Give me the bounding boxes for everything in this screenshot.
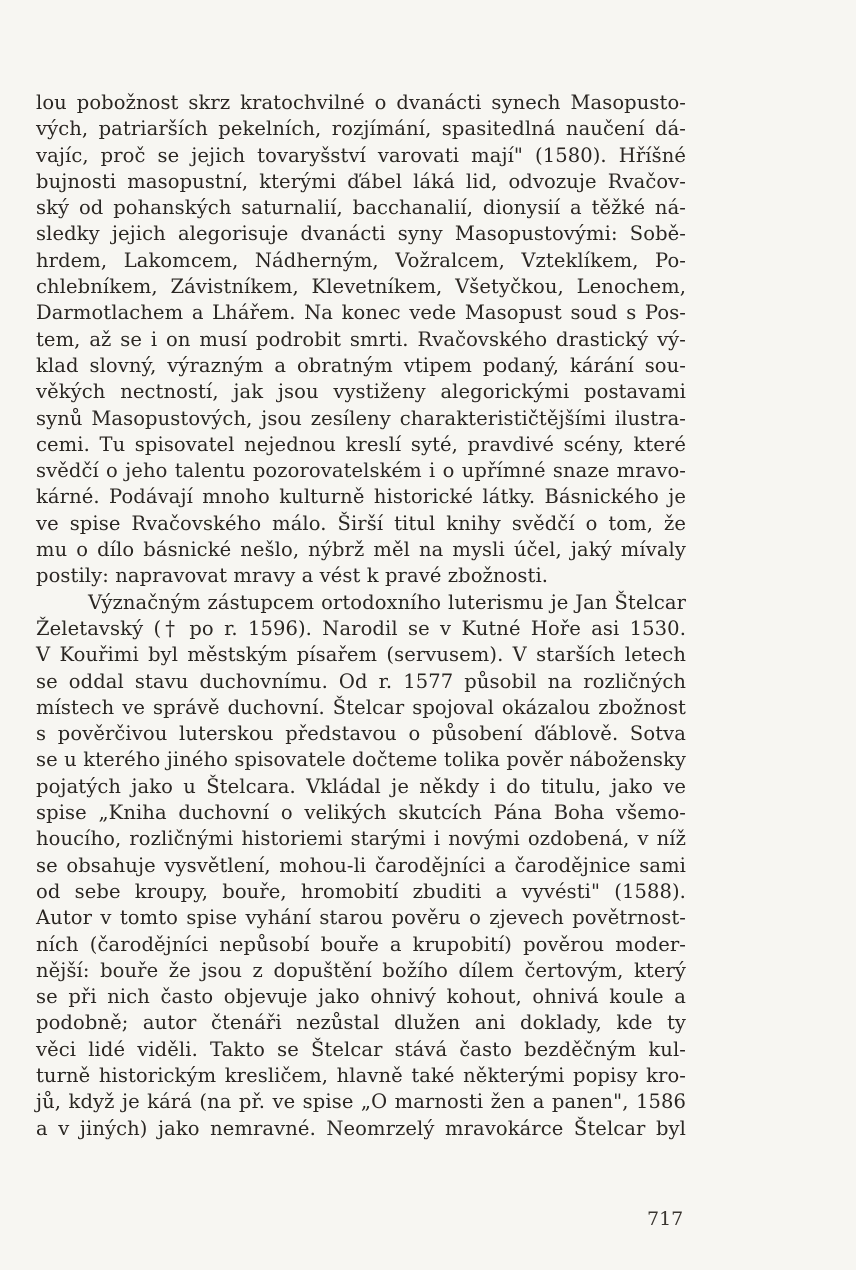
text-line: se oddal stavu duchovnímu. Od r. 1577 působil na rozličných: [36, 669, 686, 693]
page-number: 717: [647, 1208, 684, 1230]
text-line: se u kterého jiného spisovatele dočteme tolika pověr nábožensky: [36, 748, 686, 772]
paragraph-start-line: Význačným zástupcem ortodoxního luterismu je Jan Štelcar: [88, 590, 686, 614]
text-line: věkých nectností, jak jsou vystiženy alegorickými postavami: [36, 380, 686, 404]
text-line: vajíc, proč se jejich tovaryšství varovati mají" (1580). Hříšné: [36, 143, 686, 167]
text-line: klad slovný, výrazným a obratným vtipem podaný, kárání sou-: [36, 353, 686, 377]
text-line: synů Masopustových, jsou zesíleny charakterističtějšími ilustra-: [36, 406, 686, 430]
body-text: [36, 90, 686, 1142]
text-line: jů, když je kárá (na př. ve spise „O marnosti žen a panen", 1586: [36, 1090, 686, 1114]
text-line: a v jiných) jako nemravné. Neomrzelý mravokárce Štelcar byl: [36, 1116, 686, 1140]
text-line: mu o dílo básnické nešlo, nýbrž měl na mysli účel, jaký mívaly: [36, 538, 686, 562]
text-line: houcího, rozličnými historiemi starými i novými ozdobená, v níž: [36, 827, 686, 851]
text-line: sledky jejich alegorisuje dvanácti syny Masopustovými: Sobě-: [36, 222, 686, 246]
text-line: bujnosti masopustní, kterými ďábel láká lid, odvozuje Rvačov-: [36, 169, 686, 193]
text-line: vých, patriarších pekelních, rozjímání, spasitedlná naučení dá-: [36, 117, 686, 141]
text-line: svědčí o jeho talentu pozorovatelském i o upřímné snaze mravo-: [36, 459, 686, 483]
text-line: Darmotlachem a Lhářem. Na konec vede Masopust soud s Pos-: [36, 301, 686, 325]
text-line: ve spise Rvačovského málo. Širší titul knihy svědčí o tom, že: [36, 511, 686, 535]
text-line: cemi. Tu spisovatel nejednou kreslí syté, pravdivé scény, které: [36, 432, 686, 456]
text-line: ský od pohanských saturnalií, bacchanalií, dionysií a těžké ná-: [36, 196, 686, 220]
text-line: hrdem, Lakomcem, Nádherným, Vožralcem, Vzteklíkem, Po-: [36, 248, 686, 272]
text-line: pojatých jako u Štelcara. Vkládal je někdy i do titulu, jako ve: [36, 774, 686, 798]
text-line: chlebníkem, Závistníkem, Klevetníkem, Všetyčkou, Lenochem,: [36, 275, 686, 299]
text-line: se při nich často objevuje jako ohnivý kohout, ohnivá koule a: [36, 985, 686, 1009]
text-line: tem, až se i on musí podrobit smrti. Rvačovského drastický vý-: [36, 327, 686, 351]
text-line: ních (čarodějníci nepůsobí bouře a krupobití) pověrou moder-: [36, 932, 686, 956]
text-line: V Kouřimi byl městským písařem (servusem). V starších letech: [36, 643, 686, 667]
text-line: se obsahuje vysvětlení, mohou-li čarodějníci a čarodějnice sami: [36, 853, 686, 877]
text-line: od sebe kroupy, bouře, hromobití zbuditi a vyvésti" (1588).: [36, 879, 686, 903]
text-line: turně historickým kresličem, hlavně také některými popisy kro-: [36, 1063, 686, 1087]
text-line: spise „Kniha duchovní o velikých skutcích Pána Boha všemo-: [36, 801, 686, 825]
text-line: nější: bouře že jsou z dopuštění božího dílem čertovým, který: [36, 958, 686, 982]
text-line: věci lidé viděli. Takto se Štelcar stává často bezděčným kul-: [36, 1037, 686, 1061]
text-line: místech ve správě duchovní. Štelcar spojoval okázalou zbožnost: [36, 695, 686, 719]
text-line: kárné. Podávají mnoho kulturně historické látky. Básnického je: [36, 485, 686, 509]
text-line: Želetavský († po r. 1596). Narodil se v Kutné Hoře asi 1530.: [36, 616, 686, 640]
text-line: lou pobožnost skrz kratochvilné o dvanácti synech Masopusto-: [36, 91, 686, 114]
text-line: postily: napravovat mravy a vést k pravé zbožnosti.: [36, 564, 549, 588]
text-line: Autor v tomto spise vyhání starou pověru o zjevech povětrnost-: [36, 906, 686, 930]
text-line: podobně; autor čtenáři nezůstal dlužen ani doklady, kde ty: [36, 1011, 686, 1035]
text-line: s pověrčivou luterskou představou o působení ďáblově. Sotva: [36, 722, 686, 746]
